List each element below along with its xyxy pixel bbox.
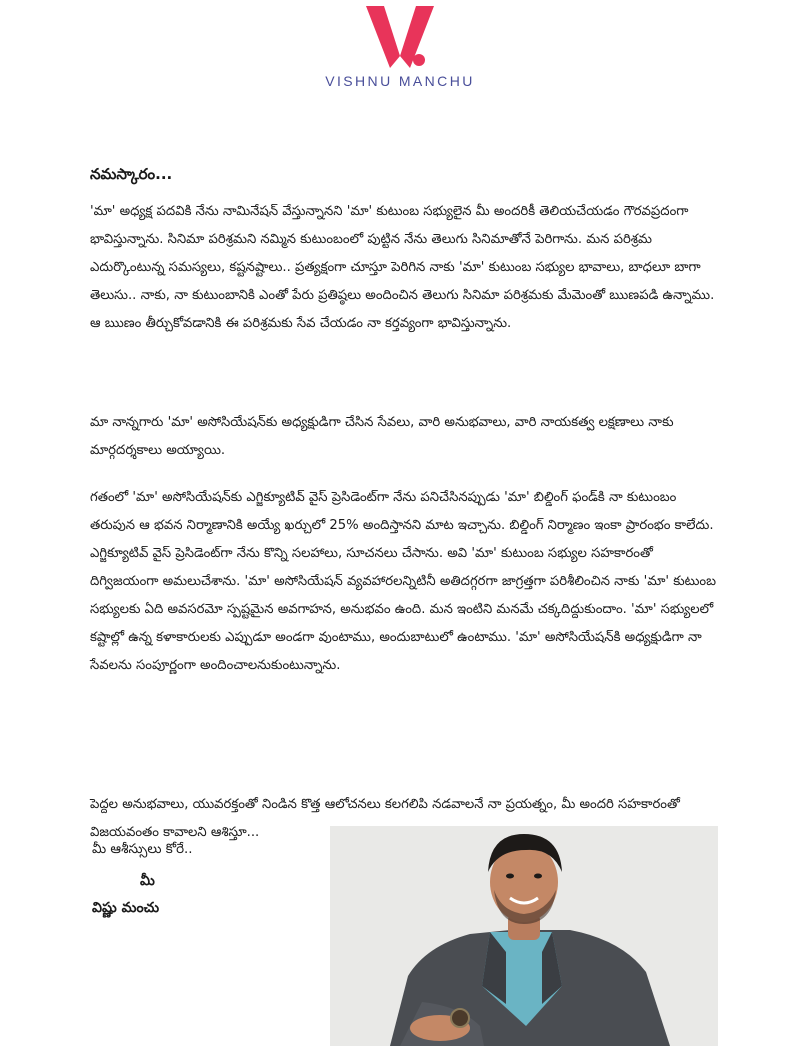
brand-logo <box>0 4 800 70</box>
left-eye <box>506 874 514 879</box>
brand-name: VISHNU MANCHU <box>325 73 475 89</box>
letter-paragraph-3: గతంలో 'మా' అసోసియేషన్‌కు ఎగ్జిక్యూటివ్ వైస్ ప్రెసిడెంట్‌గా నేను పనిచేసినప్పుడు 'మా' బిల్డింగ్ ఫండ్‌కి నా కుటుంబం తరుపున ఆ భవన నిర్మాణానికి అయ్యే ఖర్చులో 25% అందిస్తానని మాట ఇచ్చాను. బిల్డింగ్ నిర్మాణం ఇంకా ప్రారంభం కాలేదు. ఎగ్జిక్యూటివ్ వైస్ ప్రెసిడెంట్‌గా నేను కొన్ని సలహాలు, సూచనలు చేసాను. అవి 'మా' కుటుంబ సభ్యుల సహకారంతో దిగ్విజయంగా అమలుచేశాను. 'మా' అసోసియేషన్ వ్యవహారలన్నిటినీ అతిదగ్గరగా జాగ్రత్తగా పరిశీలించిన నాకు 'మా' కుటుంబ సభ్యులకు ఏది అవసరమో స్పష్టమైన అవగాహన, అనుభవం ఉంది. మన ఇంటిని మనమే చక్కదిద్దుకుందాం. 'మా' సభ్యులలో కష్టాల్లో ఉన్న కళాకారులకు ఎప్పుడూ అండగా వుంటాము, అందుబాటులో ఉంటాము. 'మా' అసోసియేషన్‌కి అధ్యక్షుడిగా నా సేవలను సంపూర్ణంగా అందించాలనుకుంటున్నాను. <box>90 490 716 673</box>
v-dot-logo-icon <box>360 4 440 70</box>
letter-paragraph-1: 'మా' అధ్యక్ష పదవికి నేను నామినేషన్ వేస్తున్నానని 'మా' కుటుంబ సభ్యులైన మీ అందరికీ తెలియచేయడం గౌరవప్రదంగా భావిస్తున్నాను. సినిమా పరిశ్రమని నమ్మిన కుటుంబంలో పుట్టిన నేను తెలుగు సినిమాతోనే పెరిగాను. మన పరిశ్రమ ఎదుర్కొంటున్న సమస్యలు, కష్టనష్టాలు.. ప్రత్యక్షంగా చూస్తూ పెరిగిన నాకు 'మా' కుటుంబ సభ్యుల భావాలు, బాధలూ బాగా తెలుసు.. నాకు, నా కుటుంబానికి ఎంతో పేరు ప్రతిష్ఠలు అందించిన తెలుగు సినిమా పరిశ్రమకు మేమెంతో ఋణపడి ఉన్నాము. ఆ ఋణం తీర్చుకోవడానికి ఈ పరిశ్రమకు సేవ చేయడం నా కర్తవ్యంగా భావిస్తున్నాను. <box>90 204 715 331</box>
wristwatch-icon <box>451 1009 469 1027</box>
logo-v-left-stroke <box>366 6 400 68</box>
letter-blessing: మీ ఆశీస్సులు కోరే.. <box>92 842 193 857</box>
letter-paragraph-4: పెద్దల అనుభవాలు, యువరక్తంతో నిండిన కొత్త ఆలోచనలు కలగలిపి నడవాలనే నా ప్రయత్నం, మీ అందరి సహకారంతో విజయవంతం కావాలని ఆశిస్తూ... <box>90 797 680 840</box>
letter-signature: విష్ణు మంచు <box>92 900 160 916</box>
letter-greeting: నమస్కారం... <box>90 165 173 183</box>
logo-dot <box>413 54 425 66</box>
letter-paragraph-2: మా నాన్నగారు 'మా' అసోసియేషన్‌కు అధ్యక్షుడిగా చేసిన సేవలు, వారి అనుభవాలు, వారి నాయకత్వ లక్షణాలు నాకు మార్గదర్శకాలు అయ్యాయి. <box>90 415 674 458</box>
right-eye <box>534 874 542 879</box>
portrait-illustration <box>330 826 718 1046</box>
portrait-photo <box>330 826 718 1046</box>
letter-from: మీ <box>140 873 155 889</box>
